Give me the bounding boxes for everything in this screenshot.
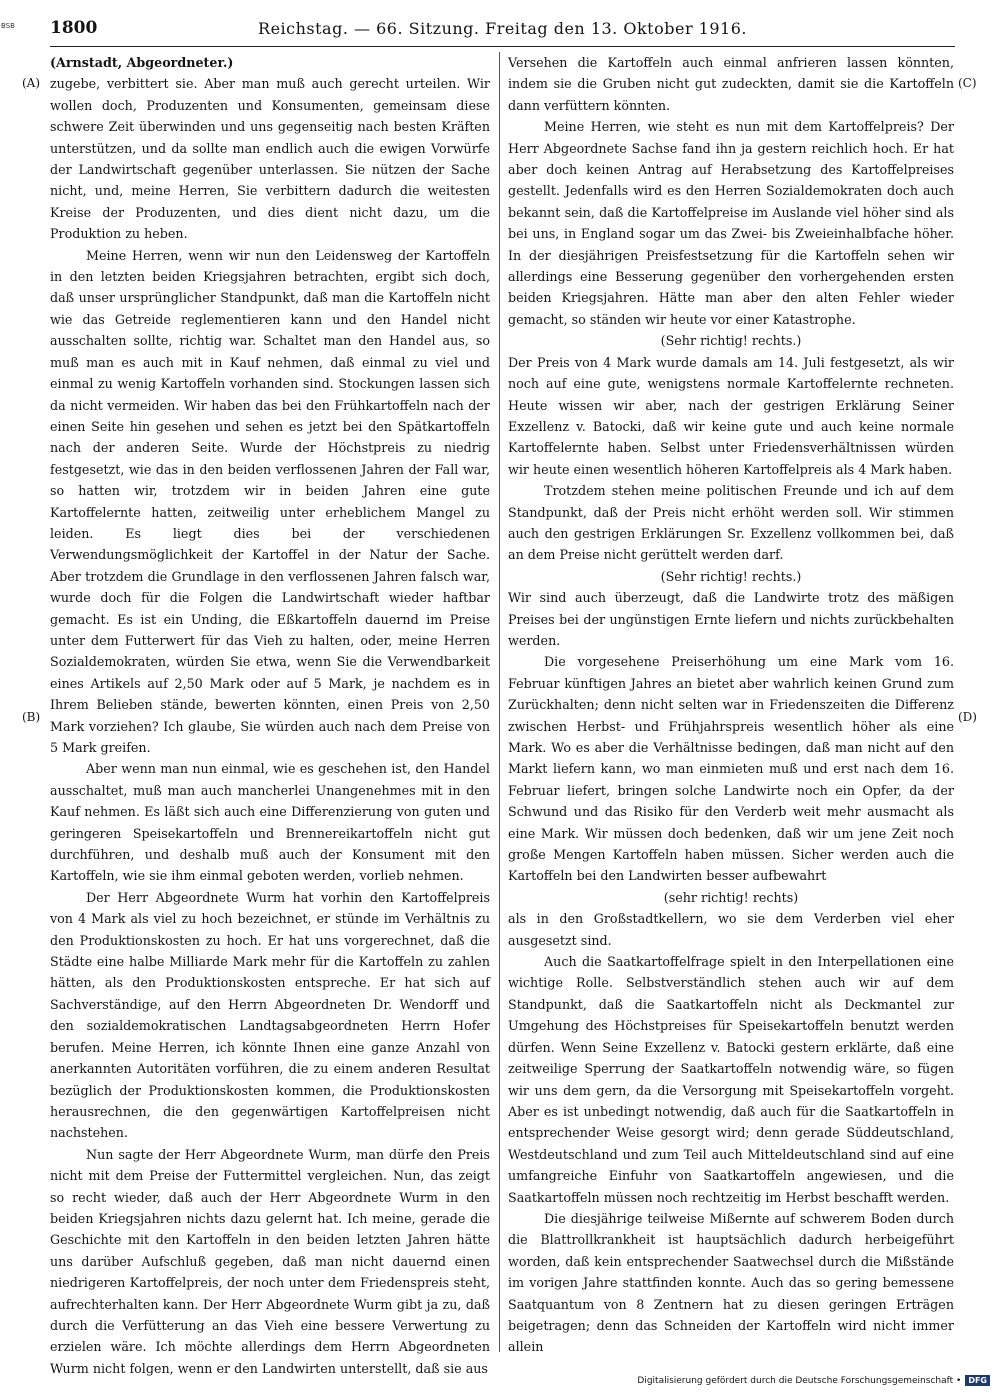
paragraph: zugebe, verbittert sie. Aber man muß auch gerecht urteilen. Wir wollen doch, Produzenten und Konsumenten, gemeinsam diese schwere Zeit überwinden und uns gegenseitig nach besten Kräften unterstützen, und da sollte man endlich auch die ewigen Vorwürfe der Landwirtschaft gegenüber unterlassen. Sie nützen der Sache nicht, und, meine Herren, Sie verbittern dadurch die weitesten Kreise der Produzenten, und dies dient nicht dazu, um die Produktion zu heben. [50, 76, 490, 242]
dfg-logo: DFG [965, 1375, 990, 1386]
page-number: 1800 [50, 18, 98, 38]
text-columns [50, 52, 958, 1376]
margin-mark-c: (C) [958, 76, 977, 90]
margin-mark-a: (A) [22, 76, 41, 90]
paragraph: Wir sind auch überzeugt, daß die Landwirte trotz des mäßigen Preises bei der ungünstigen Ernte liefern und nichts zurückbehalten werden. [508, 590, 954, 648]
paragraph: als in den Großstadtkellern, wo sie dem Verderben viel eher ausgesetzt sind. [508, 911, 954, 948]
speaker-label: (Arnstadt, Abgeordneter.) [50, 55, 234, 70]
paragraph: Trotzdem stehen meine politischen Freunde und ich auf dem Standpunkt, daß der Preis nicht erhöht werden soll. Wir stimmen auch den gestrigen Erklärungen Sr. Exzellenz vollkommen bei, daß an dem Preise nicht gerüttelt werden darf. [508, 483, 954, 563]
paragraph: Der Herr Abgeordnete Wurm hat vorhin den Kartoffelpreis von 4 Mark als viel zu hoch bezeichnet, er stünde im Verhältnis zu den Produktionskosten zu hoch. Er hat uns vorgerechnet, daß die Städte eine halbe Milliarde Mark mehr für die Kartoffeln zu zahlen hätten, als den Produktionskosten entspreche. Er hat sich auf Sachverständige, auf den Herrn Abgeordneten Dr. Wendorff und den sozialdemokratischen Landtagsabgeordneten Herrn Hofer berufen. Meine Herren, ich könnte Ihnen eine ganze Anzahl von anerkannten Autoritäten vorführen, die zu einem anderen Resultat bezüglich der Produktionskosten kommen, die Produktionskosten herausrechnen, die den gegenwärtigen Kartoffelpreisen nicht nachstehen. [50, 889, 490, 1141]
paragraph: Die vorgesehene Preiserhöhung um eine Mark vom 16. Februar künftigen Jahres an bietet aber wahrlich keinen Grund zum Zurückhalten; denn nicht selten war in Friedenszeiten die Differenz zwischen Herbst- und Frühjahrspreis wesentlich höher als eine Mark. Wo es aber die Verhältnisse bedingen, daß man nicht auf den Markt liefern kann, wo man einmieten muß und erst nach dem 16. Februar liefert, bringen solche Landwirte noch ein Opfer, da der Schwund und das Risiko für den Verderb weit mehr ausmacht als eine Mark. Wir müssen doch bedenken, daß wir um jene Zeit noch große Mengen Kartoffeln haben müssen. Sicher werden auch die Kartoffeln bei den Landwirten besser aufbewahrt [508, 654, 954, 884]
right-column [508, 52, 954, 1360]
interjection: (Sehr richtig! rechts.) [660, 333, 802, 349]
paragraph: Meine Herren, wenn wir nun den Leidensweg der Kartoffeln in den letzten beiden Kriegsjahren betrachten, ergibt sich doch, daß unser ursprünglicher Standpunkt, daß man die Kartoffeln nicht wie das Getreide reglementieren kann und den Handel nicht ausschalten sollte, richtig war. Schaltet man den Handel aus, so muß man es auch mit in Kauf nehmen, daß einmal zu viel und einmal zu wenig Kartoffeln vorhanden sind. Stockungen lassen sich da nicht vermeiden. Wir haben das bei den Frühkartoffeln nach der einen Seite hin gesehen und sehen es jetzt bei den Spätkartoffeln nach der anderen Seite. Wurde der Höchstpreis zu niedrig festgesetzt, wie das in den beiden verflossenen Jahren der Fall war, so hatten wir, trotzdem wir in beiden Jahren eine gute Kartoffelernte hatten, zeitweilig unter erheblichem Mangel zu leiden. Es liegt dies bei der verschiedenen Verwendungsmöglichkeit der Kartoffel in der Natur der Sache. Aber trotzdem die Grundlage in den verflossenen Jahren falsch war, wurde doch für die Folgen die Landwirtschaft wieder haftbar gemacht. Es ist ein Unding, die Eßkartoffeln dauernd im Preise unter dem Futterwert für das Vieh zu halten, oder, meine Herren Sozialdemokraten, würden Sie etwa, wenn Sie die Verwendbarkeit eines Artikels auf 2,50 Mark oder auf 5 Mark, je nachdem es in Ihrem Belieben stände, bewerten könnten, einen Preis von 2,50 Mark vorziehen? Ich glaube, Sie würden auch nach dem Preise von 5 Mark greifen. [50, 247, 490, 755]
paragraph: Meine Herren, wie steht es nun mit dem Kartoffelpreis? Der Herr Abgeordnete Sachse fand ihn ja gestern reichlich hoch. Er hat aber doch keinen Antrag auf Herabsetzung des Kartoffelpreises gestellt. Jedenfalls wird es den Herren Sozialdemokraten doch auch bekannt sein, daß die Kartoffelpreise im Auslande viel höher sind als bei uns, in England sogar um das Zwei- bis Zweieinhalbfache höher. In der diesjährigen Preisfestsetzung für die Kartoffeln sehen wir allerdings eine Besserung gegenüber den vorhergehenden ersten beiden Kriegsjahren. Hätte man aber den alten Fehler wieder gemacht, so ständen wir heute vor einer Katastrophe. [508, 119, 954, 327]
paragraph: Auch die Saatkartoffelfrage spielt in den Interpellationen eine wichtige Rolle. Selbstverständlich stehen auch wir auf dem Standpunkt, daß die Saatkartoffeln nicht als Deckmantel zur Umgehung des Höchstpreises für Speisekartoffeln benutzt werden dürfen. Wenn Seine Exzellenz v. Batocki gestern erklärte, daß eine zeitweilige Sperrung der Saatkartoffeln notwendig wäre, so fügen wir uns dem gern, da die Versorgung mit Speisekartoffeln vorgeht. Aber es ist unbedingt notwendig, daß auch für die Saatkartoffeln in entsprechender Weise gesorgt wird; denn gerade Süddeutschland, Westdeutschland und zum Teil auch Mitteldeutschland sind auf eine umfangreiche Einfuhr von Saatkartoffeln angewiesen, und die Saatkartoffeln müssen noch rechtzeitig im Herbst beschafft werden. [508, 954, 954, 1205]
footer [637, 1375, 990, 1386]
footer-text: Digitalisierung gefördert durch die Deutsche Forschungsgemeinschaft • [637, 1375, 962, 1386]
paragraph: Versehen die Kartoffeln auch einmal anfrieren lassen könnten, indem sie die Gruben nicht gut zudeckten, damit sie die Kartoffeln dann verfüttern könnten. [508, 55, 954, 113]
running-title: Reichstag. — 66. Sitzung. Freitag den 13. Oktober 1916. [258, 19, 747, 38]
left-column [50, 52, 490, 1376]
library-mark: BSB [1, 22, 15, 30]
paragraph: Der Preis von 4 Mark wurde damals am 14. Juli festgesetzt, als wir noch auf eine gute, wenigstens normale Kartoffelernte rechneten. Heute wissen wir aber, nach der gestrigen Erklärung Seiner Exzellenz v. Batocki, daß wir keine gute und auch keine normale Kartoffelernte haben. Selbst unter Friedensverhältnissen würden wir heute einen wesentlich höheren Kartoffelpreis als 4 Mark haben. [508, 354, 954, 477]
column-divider [499, 52, 500, 1352]
margin-mark-b: (B) [22, 710, 41, 724]
paragraph: Nun sagte der Herr Abgeordnete Wurm, man dürfe den Preis nicht mit dem Preise der Futtermittel vergleichen. Nun, das zeigt so recht wieder, daß auch der Herr Abgeordnete Wurm in den beiden Kriegsjahren nichts dazu gelernt hat. Ich meine, gerade die Geschichte mit den Kartoffeln in den beiden letzten Jahren hätte uns darüber Aufschluß gegeben, daß man nicht dauernd einen niedrigeren Kartoffelpreis, der noch unter dem Friedenspreis steht, aufrechterhalten kann. Der Herr Abgeordnete Wurm gibt ja zu, daß durch die Verfütterung an das Vieh eine bessere Verwertung zu erzielen wäre. Ich möchte allerdings dem Herrn Abgeordneten Wurm nicht folgen, wenn er den Landwirten unterstellt, daß sie aus [50, 1146, 490, 1376]
interjection: (Sehr richtig! rechts.) [660, 568, 802, 584]
page-header [50, 12, 955, 47]
margin-mark-d: (D) [958, 710, 977, 724]
paragraph: Die diesjährige teilweise Mißernte auf schwerem Boden durch die Blattrollkrankheit ist hauptsächlich dadurch herbeigeführt worden, daß kein entsprechender Saatwechsel durch die Mißstände im vorigen Jahre stattfinden konnte. Auch das so gering bemessene Saatquantum von 8 Zentnern hat zu diesen geringen Erträgen beigetragen; denn das Schneiden der Kartoffeln wird nicht immer allein [508, 1210, 954, 1355]
paragraph: Aber wenn man nun einmal, wie es geschehen ist, den Handel ausschaltet, muß man auch mancherlei Unangenehmes mit in den Kauf nehmen. Es läßt sich auch eine Differenzierung von guten und geringeren Speisekartoffeln und Brennereikartoffeln nicht gut durchführen, und deshalb muß auch der Konsument mit den Kartoffeln, wie sie ihm einmal geboten werden, vorlieb nehmen. [50, 761, 490, 884]
interjection: (sehr richtig! rechts) [663, 889, 799, 905]
